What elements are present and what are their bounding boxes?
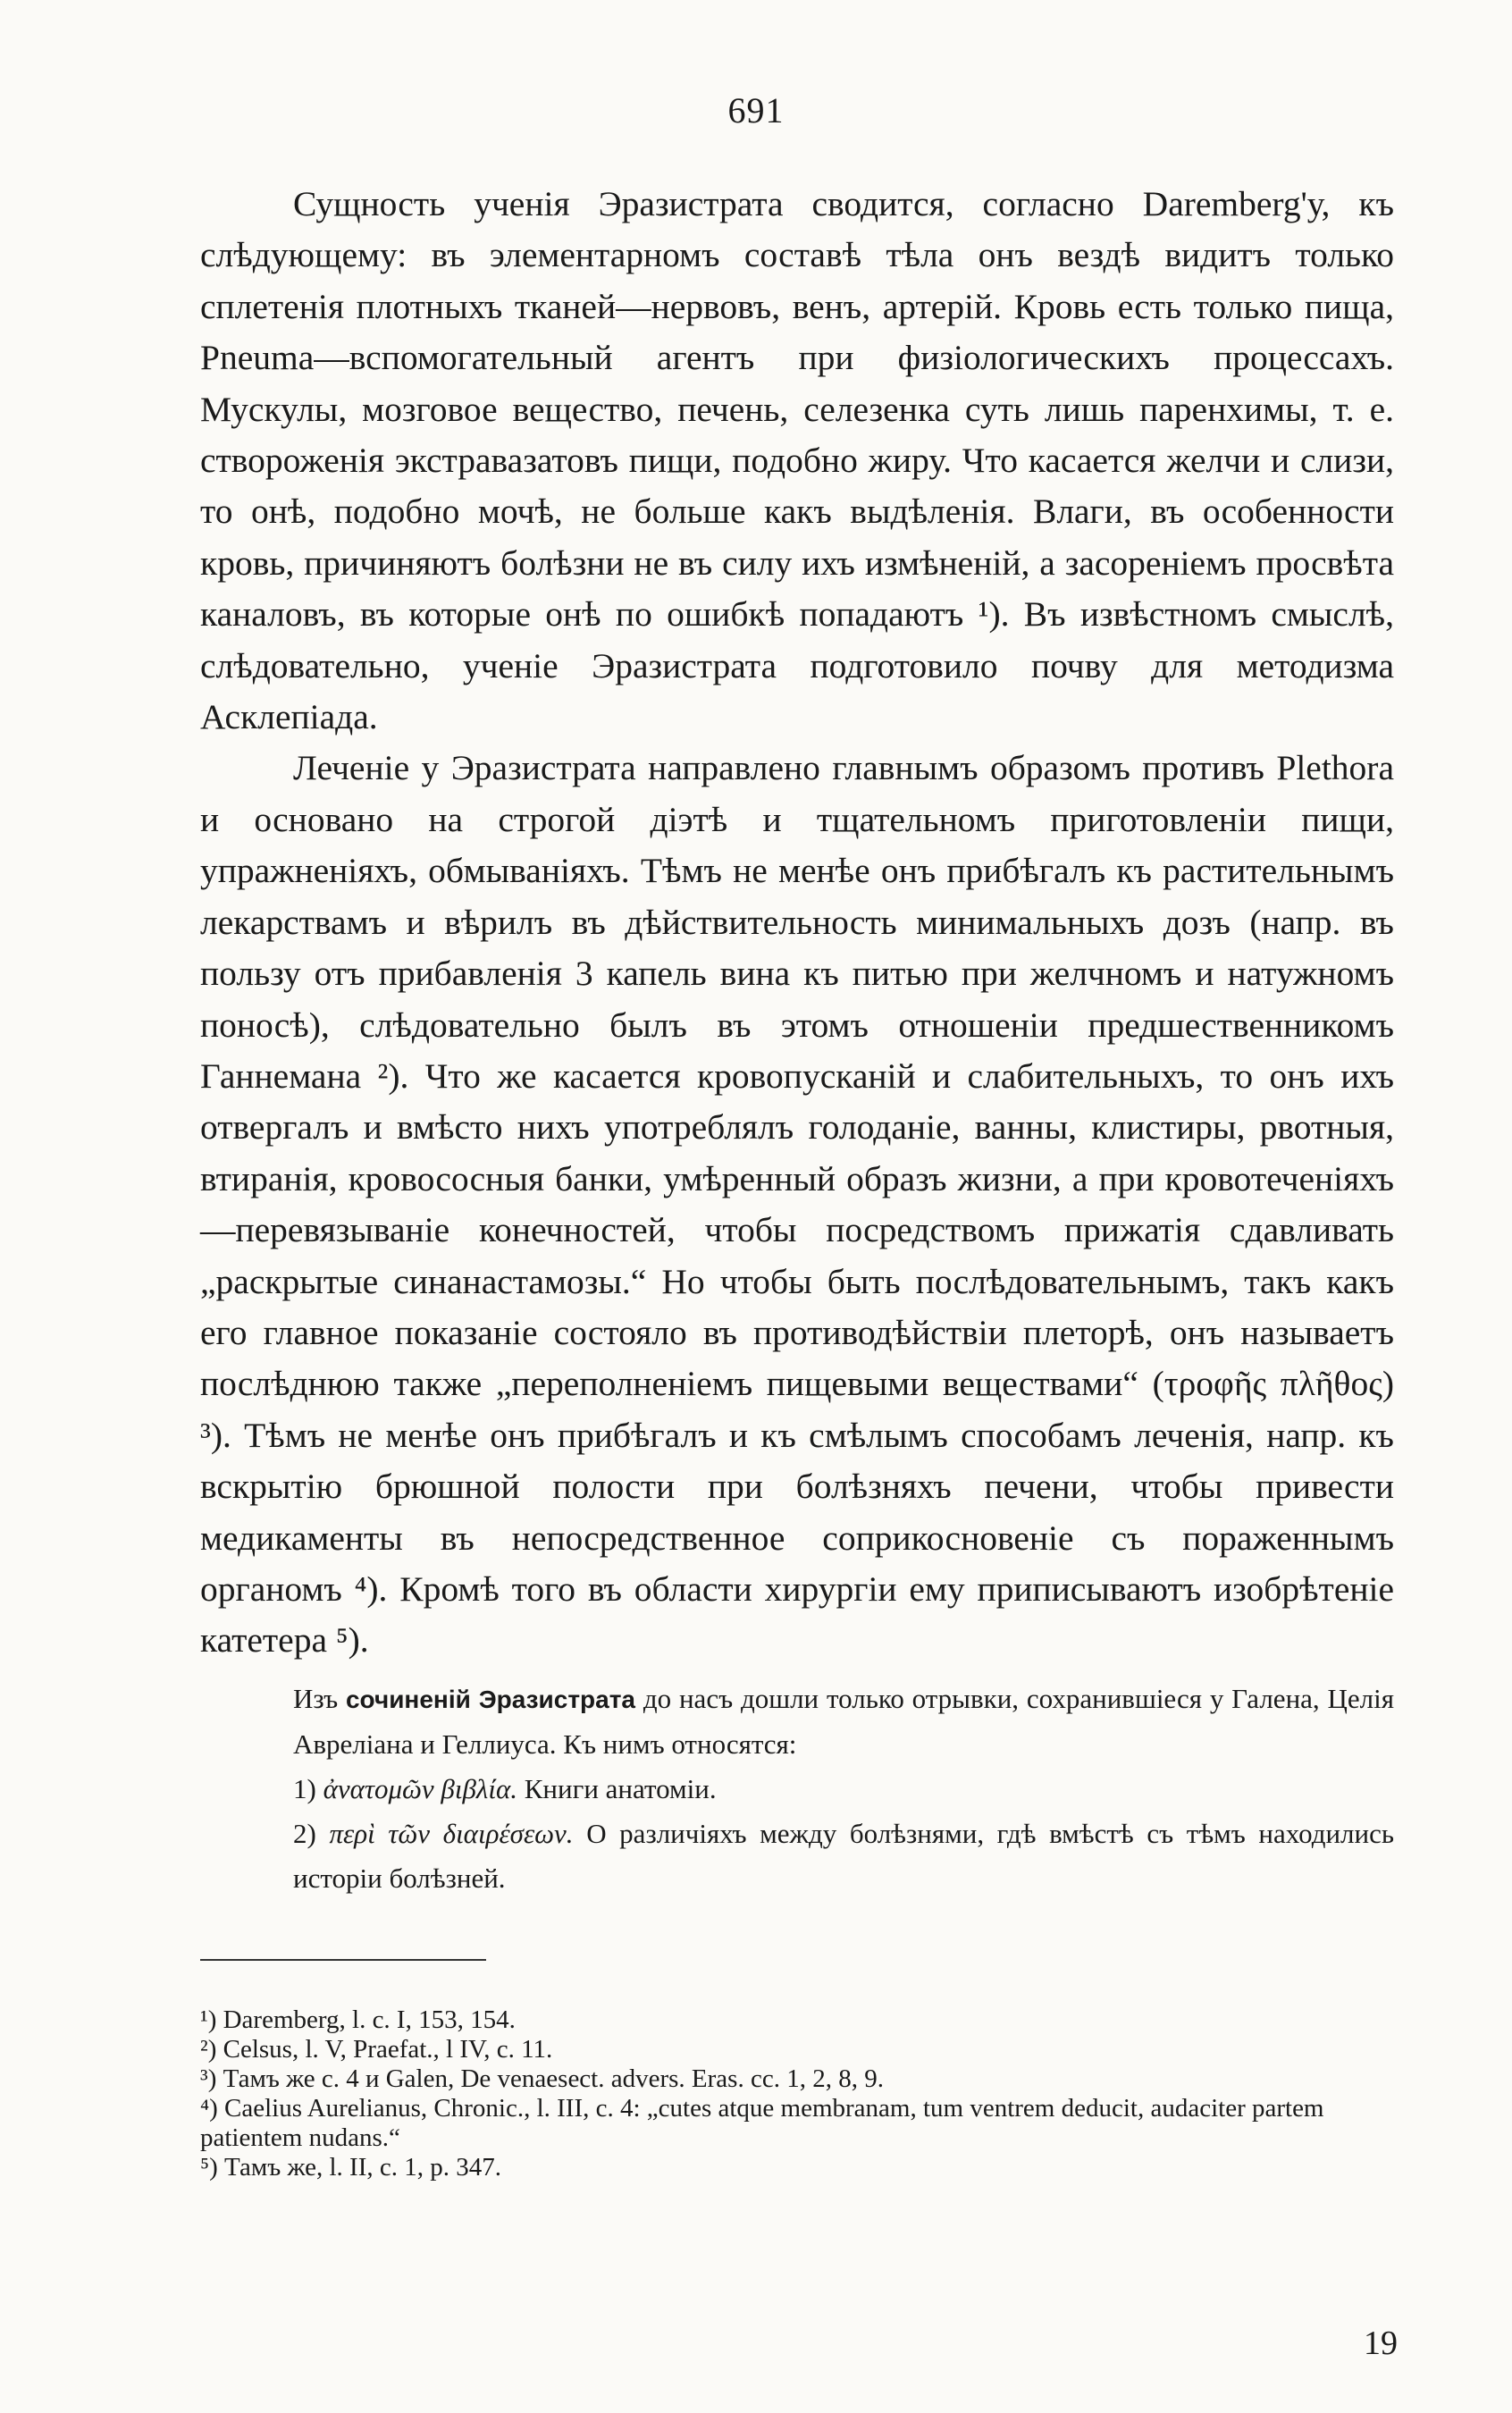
works-item-1-greek: ἀνατομῶν βιβλία.	[323, 1773, 517, 1804]
footnote-4: ⁴) Caelius Aurelianus, Chronic., l. III, c. 4: „cutes atque membranam, tum ventrem deducit, audaciter partem patientem nudans.“	[200, 2094, 1324, 2152]
works-item-1	[200, 1767, 1394, 1812]
signature-mark: 19	[1364, 2325, 1398, 2362]
footnotes	[200, 2005, 1394, 2182]
works-intro-pre: Изъ	[293, 1683, 346, 1714]
works-item-2-num: 2)	[293, 1818, 316, 1849]
works-item-2-text: О различіяхъ между болѣзнями, гдѣ вмѣстѣ съ тѣмъ находились исторіи болѣзней.	[293, 1818, 1395, 1894]
works-intro	[200, 1677, 1394, 1767]
works-section	[200, 1677, 1394, 1901]
works-intro-bold: сочиненій Эразистрата	[345, 1686, 636, 1713]
paragraph-treatment: Леченіе у Эразистрата направлено главнымъ образомъ противъ Plethora и основано на строгой діэтѣ и тщательномъ приготовленіи пищи, упражненіяхъ, обмываніяхъ. Тѣмъ не менѣе онъ прибѣгалъ къ растительнымъ лекарствамъ и вѣрилъ въ дѣйствительность минимальныхъ дозъ (напр. въ пользу отъ прибавленія 3 капель вина къ питью при желчномъ и натужномъ поносѣ), слѣдовательно былъ въ этомъ отношеніи предшественникомъ Ганнемана ²). Что же касается кровопусканій и слабительныхъ, то онъ ихъ отвергалъ и вмѣсто нихъ употреблялъ голоданіе, ванны, клистиры, рвотныя, втиранія, кровососныя банки, умѣренный образъ жизни, а при кровотеченіяхъ—перевязываніе конечностей, чтобы посредствомъ прижатія сдавливать „раскрытые синанастамозы.“ Но чтобы быть послѣдовательнымъ, такъ какъ его главное показаніе состояло въ противодѣйствіи плеторѣ, онъ называетъ послѣднюю также „переполненіемъ пищевыми веществами“ (τροφῆς πλῆθος) ³). Тѣмъ не менѣе онъ прибѣгалъ и къ смѣлымъ способамъ леченія, напр. къ вскрытію брюшной полости при болѣзняхъ печени, чтобы привести медикаменты въ непосредственное соприкосновеніе съ пораженнымъ органомъ ⁴). Кромѣ того въ области хирургіи ему приписываютъ изобрѣтеніе катетера ⁵).	[200, 748, 1394, 1661]
footnote-3: ³) Тамъ же c. 4 и Galen, De venaesect. advers. Eras. cc. 1, 2, 8, 9.	[200, 2064, 884, 2093]
footnote-1: ¹) Daremberg, l. c. I, 153, 154.	[200, 2005, 516, 2034]
works-item-1-text: Книги анатоміи.	[524, 1773, 717, 1804]
works-item-1-num: 1)	[293, 1773, 316, 1804]
footnote-5: ⁵) Тамъ же, l. II, c. 1, p. 347.	[200, 2153, 501, 2182]
main-text	[200, 179, 1394, 1667]
page-number: 691	[727, 90, 785, 130]
paragraph-doctrine: Сущность ученія Эразистрата сводится, согласно Daremberg'у, къ слѣдующему: въ элементарномъ составѣ тѣла онъ вездѣ видитъ только сплетенія плотныхъ тканей—нервовъ, венъ, артерій. Кровь есть только пища, Pneuma—вспомогательный агентъ при физіологическихъ процессахъ. Мускулы, мозговое вещество, печень, селезенка суть лишь паренхимы, т. е. створоженія экстравазатовъ пищи, подобно жиру. Что касается желчи и слизи, то онѣ, подобно мочѣ, не больше какъ выдѣленія. Влаги, въ особенности кровь, причиняютъ болѣзни не въ силу ихъ измѣненій, а засореніемъ просвѣта каналовъ, въ которые онѣ по ошибкѣ попадаютъ ¹). Въ извѣстномъ смыслѣ, слѣдовательно, ученіе Эразистрата подготовило почву для методизма Асклепіада.	[200, 184, 1394, 737]
works-item-2-greek: περὶ τῶν διαιρέσεων.	[329, 1818, 574, 1849]
works-intro-post: до насъ дошли только отрывки, сохранившіеся у Галена, Целія Авреліана и Геллиуса. Къ нимъ относятся:	[293, 1683, 1394, 1760]
footnote-2: ²) Celsus, l. V, Praefat., l IV, c. 11.	[200, 2035, 553, 2064]
works-item-2	[200, 1812, 1394, 1901]
footnote-divider	[200, 1959, 486, 1961]
